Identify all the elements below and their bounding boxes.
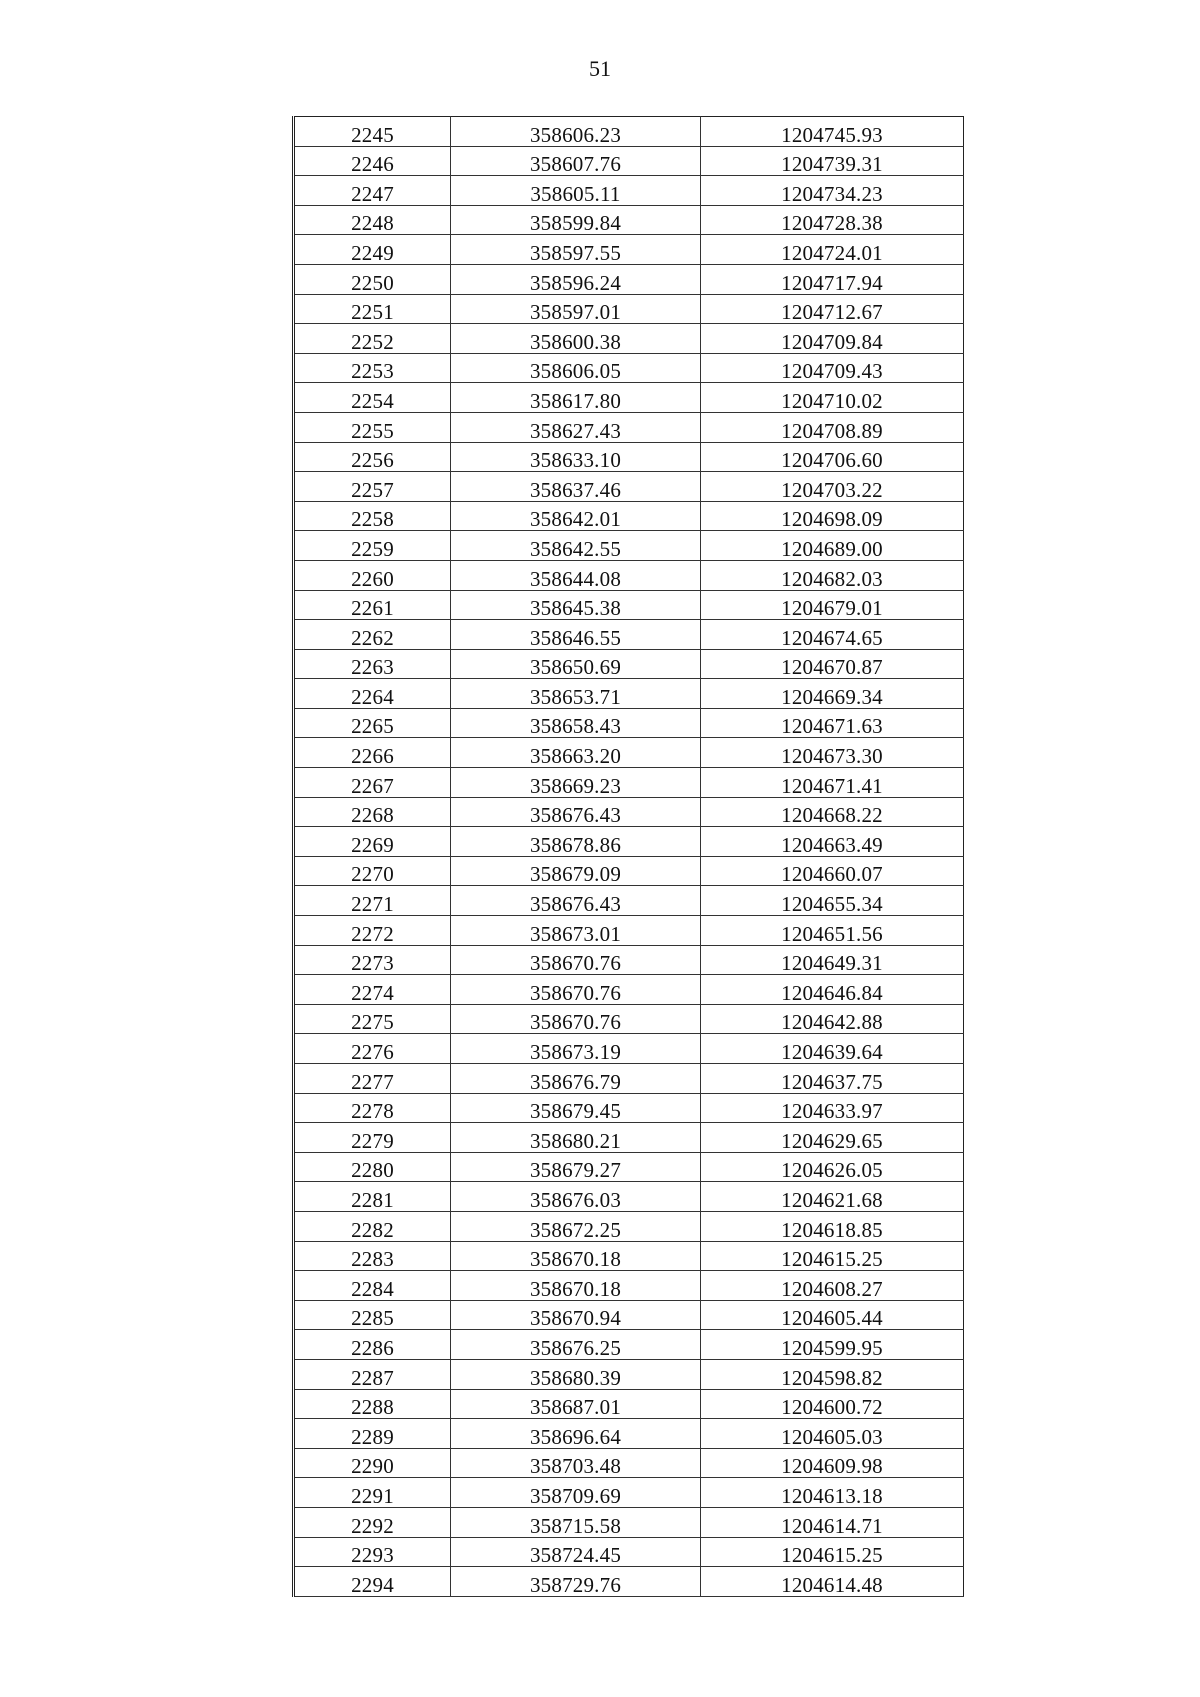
table-row bbox=[294, 442, 964, 472]
x-coordinate-cell: 358650.69 bbox=[451, 649, 701, 679]
x-coordinate-cell: 358627.43 bbox=[451, 412, 701, 442]
x-coordinate-cell: 358597.55 bbox=[451, 235, 701, 265]
x-coordinate-cell: 358670.18 bbox=[451, 1271, 701, 1301]
x-coordinate-cell: 358645.38 bbox=[451, 590, 701, 620]
x-coordinate-cell: 358642.55 bbox=[451, 531, 701, 561]
point-number-cell: 2289 bbox=[294, 1419, 451, 1449]
y-coordinate-cell: 1204608.27 bbox=[701, 1271, 964, 1301]
point-number-cell: 2271 bbox=[294, 886, 451, 916]
x-coordinate-cell: 358709.69 bbox=[451, 1478, 701, 1508]
table-row bbox=[294, 1034, 964, 1064]
table-row bbox=[294, 1064, 964, 1094]
y-coordinate-cell: 1204724.01 bbox=[701, 235, 964, 265]
x-coordinate-cell: 358680.39 bbox=[451, 1359, 701, 1389]
y-coordinate-cell: 1204670.87 bbox=[701, 649, 964, 679]
y-coordinate-cell: 1204673.30 bbox=[701, 738, 964, 768]
point-number-cell: 2277 bbox=[294, 1064, 451, 1094]
table-row bbox=[294, 146, 964, 176]
y-coordinate-cell: 1204600.72 bbox=[701, 1389, 964, 1419]
point-number-cell: 2269 bbox=[294, 827, 451, 857]
point-number-cell: 2246 bbox=[294, 146, 451, 176]
point-number-cell: 2270 bbox=[294, 856, 451, 886]
y-coordinate-cell: 1204745.93 bbox=[701, 117, 964, 147]
x-coordinate-cell: 358599.84 bbox=[451, 205, 701, 235]
table-row bbox=[294, 560, 964, 590]
x-coordinate-cell: 358670.94 bbox=[451, 1300, 701, 1330]
point-number-cell: 2259 bbox=[294, 531, 451, 561]
y-coordinate-cell: 1204614.71 bbox=[701, 1507, 964, 1537]
table-row bbox=[294, 294, 964, 324]
y-coordinate-cell: 1204605.44 bbox=[701, 1300, 964, 1330]
table-row bbox=[294, 827, 964, 857]
table-row bbox=[294, 412, 964, 442]
point-number-cell: 2293 bbox=[294, 1537, 451, 1567]
x-coordinate-cell: 358633.10 bbox=[451, 442, 701, 472]
table-row bbox=[294, 649, 964, 679]
table-row bbox=[294, 1182, 964, 1212]
point-number-cell: 2248 bbox=[294, 205, 451, 235]
x-coordinate-cell: 358696.64 bbox=[451, 1419, 701, 1449]
x-coordinate-cell: 358669.23 bbox=[451, 768, 701, 798]
x-coordinate-cell: 358600.38 bbox=[451, 324, 701, 354]
table-row bbox=[294, 708, 964, 738]
x-coordinate-cell: 358680.21 bbox=[451, 1123, 701, 1153]
table-row bbox=[294, 1211, 964, 1241]
x-coordinate-cell: 358642.01 bbox=[451, 501, 701, 531]
point-number-cell: 2282 bbox=[294, 1211, 451, 1241]
table-row bbox=[294, 797, 964, 827]
x-coordinate-cell: 358596.24 bbox=[451, 264, 701, 294]
point-number-cell: 2287 bbox=[294, 1359, 451, 1389]
table-row bbox=[294, 1419, 964, 1449]
y-coordinate-cell: 1204629.65 bbox=[701, 1123, 964, 1153]
point-number-cell: 2278 bbox=[294, 1093, 451, 1123]
x-coordinate-cell: 358670.76 bbox=[451, 945, 701, 975]
point-number-cell: 2245 bbox=[294, 117, 451, 147]
table-row bbox=[294, 531, 964, 561]
x-coordinate-cell: 358607.76 bbox=[451, 146, 701, 176]
coordinates-table-body bbox=[294, 117, 964, 1597]
table-row bbox=[294, 501, 964, 531]
x-coordinate-cell: 358679.09 bbox=[451, 856, 701, 886]
y-coordinate-cell: 1204663.49 bbox=[701, 827, 964, 857]
table-row bbox=[294, 176, 964, 206]
point-number-cell: 2276 bbox=[294, 1034, 451, 1064]
x-coordinate-cell: 358672.25 bbox=[451, 1211, 701, 1241]
table-row bbox=[294, 324, 964, 354]
x-coordinate-cell: 358605.11 bbox=[451, 176, 701, 206]
y-coordinate-cell: 1204651.56 bbox=[701, 916, 964, 946]
y-coordinate-cell: 1204728.38 bbox=[701, 205, 964, 235]
point-number-cell: 2260 bbox=[294, 560, 451, 590]
x-coordinate-cell: 358606.23 bbox=[451, 117, 701, 147]
y-coordinate-cell: 1204646.84 bbox=[701, 975, 964, 1005]
point-number-cell: 2283 bbox=[294, 1241, 451, 1271]
y-coordinate-cell: 1204613.18 bbox=[701, 1478, 964, 1508]
y-coordinate-cell: 1204706.60 bbox=[701, 442, 964, 472]
x-coordinate-cell: 358679.27 bbox=[451, 1152, 701, 1182]
point-number-cell: 2251 bbox=[294, 294, 451, 324]
table-row bbox=[294, 1300, 964, 1330]
table-row bbox=[294, 1330, 964, 1360]
table-row bbox=[294, 1537, 964, 1567]
y-coordinate-cell: 1204669.34 bbox=[701, 679, 964, 709]
point-number-cell: 2285 bbox=[294, 1300, 451, 1330]
y-coordinate-cell: 1204614.48 bbox=[701, 1567, 964, 1597]
y-coordinate-cell: 1204703.22 bbox=[701, 472, 964, 502]
y-coordinate-cell: 1204609.98 bbox=[701, 1448, 964, 1478]
point-number-cell: 2284 bbox=[294, 1271, 451, 1301]
y-coordinate-cell: 1204710.02 bbox=[701, 383, 964, 413]
y-coordinate-cell: 1204682.03 bbox=[701, 560, 964, 590]
point-number-cell: 2279 bbox=[294, 1123, 451, 1153]
y-coordinate-cell: 1204739.31 bbox=[701, 146, 964, 176]
y-coordinate-cell: 1204626.05 bbox=[701, 1152, 964, 1182]
point-number-cell: 2273 bbox=[294, 945, 451, 975]
table-row bbox=[294, 886, 964, 916]
x-coordinate-cell: 358678.86 bbox=[451, 827, 701, 857]
y-coordinate-cell: 1204709.84 bbox=[701, 324, 964, 354]
point-number-cell: 2253 bbox=[294, 353, 451, 383]
table-row bbox=[294, 1507, 964, 1537]
point-number-cell: 2288 bbox=[294, 1389, 451, 1419]
y-coordinate-cell: 1204618.85 bbox=[701, 1211, 964, 1241]
point-number-cell: 2272 bbox=[294, 916, 451, 946]
table-row bbox=[294, 264, 964, 294]
y-coordinate-cell: 1204717.94 bbox=[701, 264, 964, 294]
x-coordinate-cell: 358673.19 bbox=[451, 1034, 701, 1064]
point-number-cell: 2249 bbox=[294, 235, 451, 265]
y-coordinate-cell: 1204674.65 bbox=[701, 620, 964, 650]
point-number-cell: 2262 bbox=[294, 620, 451, 650]
x-coordinate-cell: 358676.79 bbox=[451, 1064, 701, 1094]
table-row bbox=[294, 1448, 964, 1478]
y-coordinate-cell: 1204679.01 bbox=[701, 590, 964, 620]
point-number-cell: 2274 bbox=[294, 975, 451, 1005]
table-row bbox=[294, 1567, 964, 1597]
table-row bbox=[294, 1389, 964, 1419]
table-row bbox=[294, 738, 964, 768]
page-number: 51 bbox=[589, 56, 611, 81]
y-coordinate-cell: 1204660.07 bbox=[701, 856, 964, 886]
x-coordinate-cell: 358606.05 bbox=[451, 353, 701, 383]
point-number-cell: 2268 bbox=[294, 797, 451, 827]
y-coordinate-cell: 1204598.82 bbox=[701, 1359, 964, 1389]
x-coordinate-cell: 358676.03 bbox=[451, 1182, 701, 1212]
point-number-cell: 2263 bbox=[294, 649, 451, 679]
point-number-cell: 2257 bbox=[294, 472, 451, 502]
table-row bbox=[294, 679, 964, 709]
x-coordinate-cell: 358637.46 bbox=[451, 472, 701, 502]
table-row bbox=[294, 1478, 964, 1508]
y-coordinate-cell: 1204708.89 bbox=[701, 412, 964, 442]
table-row bbox=[294, 1123, 964, 1153]
y-coordinate-cell: 1204712.67 bbox=[701, 294, 964, 324]
table-row bbox=[294, 945, 964, 975]
point-number-cell: 2254 bbox=[294, 383, 451, 413]
x-coordinate-cell: 358644.08 bbox=[451, 560, 701, 590]
table-row bbox=[294, 1093, 964, 1123]
point-number-cell: 2255 bbox=[294, 412, 451, 442]
point-number-cell: 2290 bbox=[294, 1448, 451, 1478]
y-coordinate-cell: 1204615.25 bbox=[701, 1241, 964, 1271]
point-number-cell: 2261 bbox=[294, 590, 451, 620]
point-number-cell: 2266 bbox=[294, 738, 451, 768]
table-row bbox=[294, 1152, 964, 1182]
y-coordinate-cell: 1204689.00 bbox=[701, 531, 964, 561]
table-row bbox=[294, 916, 964, 946]
x-coordinate-cell: 358646.55 bbox=[451, 620, 701, 650]
y-coordinate-cell: 1204615.25 bbox=[701, 1537, 964, 1567]
point-number-cell: 2265 bbox=[294, 708, 451, 738]
table-row bbox=[294, 1004, 964, 1034]
x-coordinate-cell: 358676.43 bbox=[451, 886, 701, 916]
y-coordinate-cell: 1204599.95 bbox=[701, 1330, 964, 1360]
x-coordinate-cell: 358676.43 bbox=[451, 797, 701, 827]
y-coordinate-cell: 1204668.22 bbox=[701, 797, 964, 827]
table-row bbox=[294, 590, 964, 620]
table-row bbox=[294, 975, 964, 1005]
point-number-cell: 2252 bbox=[294, 324, 451, 354]
y-coordinate-cell: 1204671.63 bbox=[701, 708, 964, 738]
table-row bbox=[294, 620, 964, 650]
point-number-cell: 2267 bbox=[294, 768, 451, 798]
y-coordinate-cell: 1204671.41 bbox=[701, 768, 964, 798]
x-coordinate-cell: 358679.45 bbox=[451, 1093, 701, 1123]
x-coordinate-cell: 358617.80 bbox=[451, 383, 701, 413]
y-coordinate-cell: 1204734.23 bbox=[701, 176, 964, 206]
table-row bbox=[294, 1271, 964, 1301]
point-number-cell: 2280 bbox=[294, 1152, 451, 1182]
point-number-cell: 2292 bbox=[294, 1507, 451, 1537]
x-coordinate-cell: 358724.45 bbox=[451, 1537, 701, 1567]
y-coordinate-cell: 1204655.34 bbox=[701, 886, 964, 916]
table-row bbox=[294, 117, 964, 147]
point-number-cell: 2258 bbox=[294, 501, 451, 531]
x-coordinate-cell: 358715.58 bbox=[451, 1507, 701, 1537]
table-row bbox=[294, 383, 964, 413]
x-coordinate-cell: 358670.76 bbox=[451, 975, 701, 1005]
point-number-cell: 2264 bbox=[294, 679, 451, 709]
y-coordinate-cell: 1204639.64 bbox=[701, 1034, 964, 1064]
point-number-cell: 2256 bbox=[294, 442, 451, 472]
table-row bbox=[294, 856, 964, 886]
y-coordinate-cell: 1204621.68 bbox=[701, 1182, 964, 1212]
x-coordinate-cell: 358663.20 bbox=[451, 738, 701, 768]
x-coordinate-cell: 358653.71 bbox=[451, 679, 701, 709]
y-coordinate-cell: 1204633.97 bbox=[701, 1093, 964, 1123]
y-coordinate-cell: 1204642.88 bbox=[701, 1004, 964, 1034]
x-coordinate-cell: 358670.18 bbox=[451, 1241, 701, 1271]
table-row bbox=[294, 205, 964, 235]
x-coordinate-cell: 358670.76 bbox=[451, 1004, 701, 1034]
table-row bbox=[294, 1359, 964, 1389]
x-coordinate-cell: 358597.01 bbox=[451, 294, 701, 324]
point-number-cell: 2291 bbox=[294, 1478, 451, 1508]
point-number-cell: 2281 bbox=[294, 1182, 451, 1212]
point-number-cell: 2250 bbox=[294, 264, 451, 294]
table-row bbox=[294, 235, 964, 265]
point-number-cell: 2275 bbox=[294, 1004, 451, 1034]
x-coordinate-cell: 358673.01 bbox=[451, 916, 701, 946]
y-coordinate-cell: 1204709.43 bbox=[701, 353, 964, 383]
y-coordinate-cell: 1204649.31 bbox=[701, 945, 964, 975]
coordinates-table bbox=[292, 116, 964, 1597]
point-number-cell: 2286 bbox=[294, 1330, 451, 1360]
x-coordinate-cell: 358729.76 bbox=[451, 1567, 701, 1597]
y-coordinate-cell: 1204698.09 bbox=[701, 501, 964, 531]
x-coordinate-cell: 358703.48 bbox=[451, 1448, 701, 1478]
x-coordinate-cell: 358687.01 bbox=[451, 1389, 701, 1419]
point-number-cell: 2247 bbox=[294, 176, 451, 206]
point-number-cell: 2294 bbox=[294, 1567, 451, 1597]
table-row bbox=[294, 353, 964, 383]
table-row bbox=[294, 768, 964, 798]
table-row bbox=[294, 472, 964, 502]
x-coordinate-cell: 358658.43 bbox=[451, 708, 701, 738]
y-coordinate-cell: 1204605.03 bbox=[701, 1419, 964, 1449]
y-coordinate-cell: 1204637.75 bbox=[701, 1064, 964, 1094]
x-coordinate-cell: 358676.25 bbox=[451, 1330, 701, 1360]
table-row bbox=[294, 1241, 964, 1271]
